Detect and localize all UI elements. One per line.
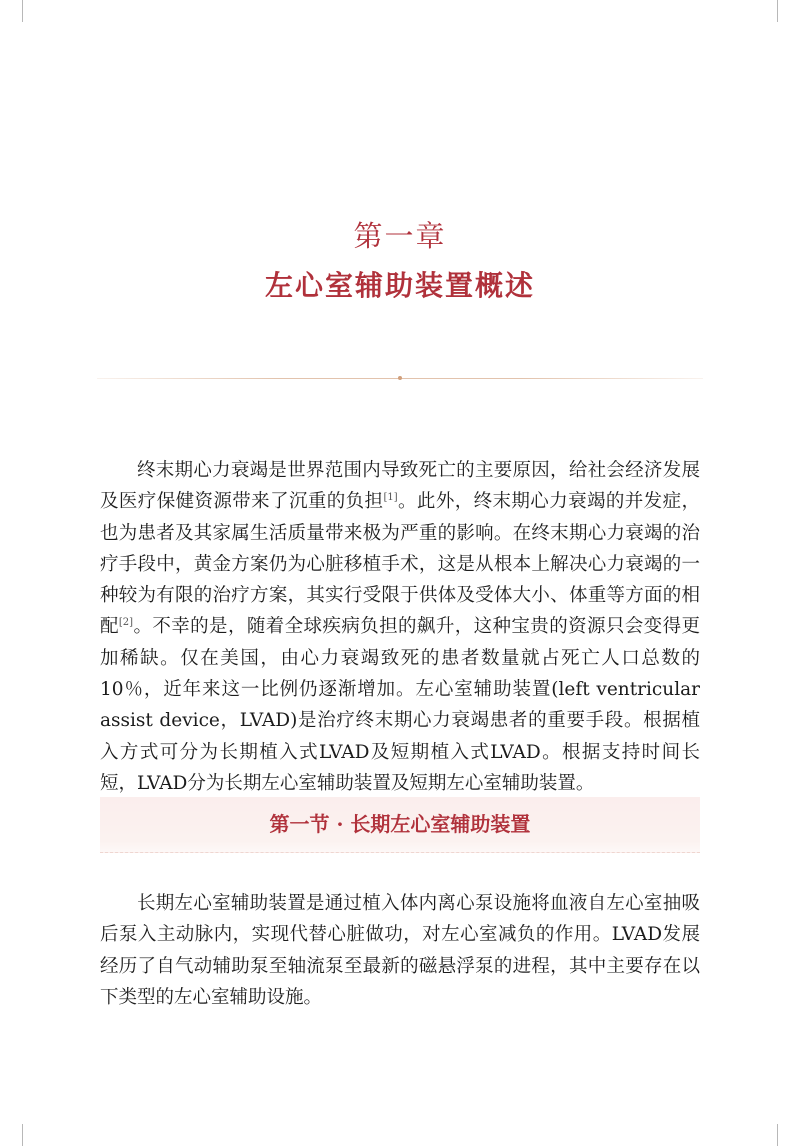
chapter-number: 第一章 xyxy=(353,219,447,253)
citation-1[interactable]: [1] xyxy=(383,492,398,504)
crop-mark-bottom-right xyxy=(777,1124,778,1146)
section-title: 第一节 · 长期左心室辅助装置 xyxy=(269,812,531,836)
section-paragraph: 长期左心室辅助装置是通过植入体内离心泵设施将血液自左心室抽吸后泵入主动脉内，实现代替心脏做功，对左心室减负的作用。LVAD发展经历了自气动辅助泵至轴流泵至最新的磁悬浮泵的进程，其中主要存在以下类型的左心室辅助设施。 xyxy=(100,893,700,1008)
crop-mark-top-right xyxy=(777,0,778,22)
divider-ornament xyxy=(398,376,402,380)
citation-2[interactable]: [2] xyxy=(118,617,134,629)
section-header xyxy=(100,797,700,853)
intro-paragraph xyxy=(100,455,700,799)
chapter-title: 左心室辅助装置概述 xyxy=(264,269,535,302)
crop-mark-bottom-left xyxy=(22,1124,23,1146)
intro-text-1: 终末期心力衰竭是世界范围内导致死亡的主要原因，给社会经济发展及医疗保健资源带来了沉重的负担 xyxy=(100,460,700,513)
crop-mark-top-left xyxy=(22,0,23,22)
intro-text-2: 。此外，终末期心力衰竭的并发症，也为患者及其家属生活质量带来极为严重的影响。在终末期心力衰竭的治疗手段中，黄金方案仍为心脏移植手术，这是从根本上解决心力衰竭的一种较为有限的治疗方案，其实行受限于供体及受体大小、体重等方面的相配 xyxy=(100,491,700,638)
intro-text-3: 。不幸的是，随着全球疾病负担的飙升，这种宝贵的资源只会变得更加稀缺。仅在美国，由心力衰竭致死的患者数量就占死亡人口总数的10％，近年来这一比例仍逐渐增加。左心室辅助装置(left ventricular assist device，LVAD)是治疗终末期心力衰竭患者的重要手段。根据植入方式可分为长期植入式LVAD及短期植入式LVAD。根据支持时间长短，LVAD分为长期左心室辅助装置及短期左心室辅助装置。 xyxy=(100,616,700,794)
